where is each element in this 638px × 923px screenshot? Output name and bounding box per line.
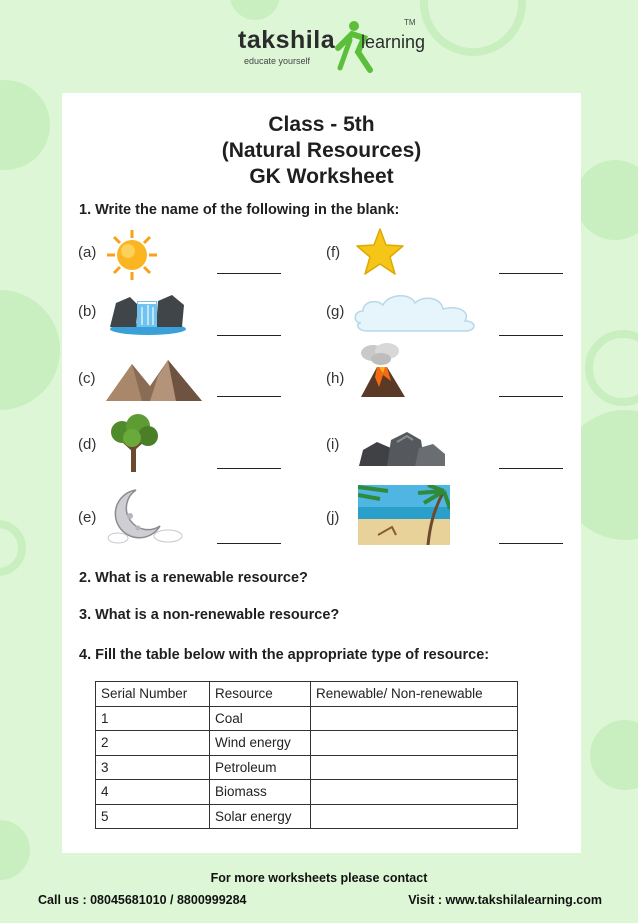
table-row xyxy=(96,804,518,829)
table-cell-serial: 1 xyxy=(96,706,210,731)
answer-blank-c[interactable] xyxy=(217,396,281,397)
table-cell-answer[interactable] xyxy=(311,731,518,756)
footer-call: Call us : 08045681010 / 8800999284 xyxy=(38,893,247,907)
takshila-logo xyxy=(238,18,428,78)
table-cell-resource: Biomass xyxy=(210,780,311,805)
bg-bubble xyxy=(590,720,638,790)
question-2: 2. What is a renewable resource? xyxy=(79,570,308,586)
item-label-j: (j) xyxy=(326,509,340,526)
answer-blank-e[interactable] xyxy=(217,543,281,544)
bg-ring xyxy=(420,0,526,56)
table-header-cell: Serial Number xyxy=(96,682,210,707)
table-row xyxy=(96,755,518,780)
waterfall-icon xyxy=(108,291,186,335)
table-cell-serial: 2 xyxy=(96,731,210,756)
item-label-b: (b) xyxy=(78,303,97,320)
star-icon xyxy=(355,227,405,277)
moon-icon xyxy=(106,486,184,546)
table-cell-serial: 5 xyxy=(96,804,210,829)
rocks-icon xyxy=(357,428,447,468)
table-cell-resource: Solar energy xyxy=(210,804,311,829)
table-cell-answer[interactable] xyxy=(311,706,518,731)
item-label-e: (e) xyxy=(78,509,97,526)
answer-blank-h[interactable] xyxy=(499,396,563,397)
bg-bubble xyxy=(0,290,60,410)
item-label-g: (g) xyxy=(326,303,345,320)
table-header-cell: Resource xyxy=(210,682,311,707)
footer-contact-line: For more worksheets please contact xyxy=(210,871,428,885)
answer-blank-g[interactable] xyxy=(499,335,563,336)
logo-brand-light: learning xyxy=(361,32,426,52)
tree-icon xyxy=(108,414,160,472)
bg-bubble xyxy=(0,80,50,170)
table-cell-answer[interactable] xyxy=(311,780,518,805)
resource-table xyxy=(95,681,518,829)
answer-blank-i[interactable] xyxy=(499,468,563,469)
beach-icon xyxy=(358,485,450,545)
table-row xyxy=(96,706,518,731)
table-cell-resource: Coal xyxy=(210,706,311,731)
answer-blank-b[interactable] xyxy=(217,335,281,336)
logo-trademark: TM xyxy=(404,18,416,27)
cloud-icon xyxy=(353,289,479,333)
table-cell-answer[interactable] xyxy=(311,804,518,829)
worksheet-title-type: GK Worksheet xyxy=(249,165,394,188)
item-label-h: (h) xyxy=(326,370,345,387)
table-header-row xyxy=(96,682,518,707)
item-label-a: (a) xyxy=(78,244,97,261)
question-4: 4. Fill the table below with the appropriate type of resource: xyxy=(79,647,490,663)
item-label-f: (f) xyxy=(326,244,341,261)
bg-bubble xyxy=(575,160,638,240)
footer-visit-link[interactable]: Visit : www.takshilalearning.com xyxy=(408,893,602,907)
table-header-cell: Renewable/ Non-renewable xyxy=(311,682,518,707)
item-label-c: (c) xyxy=(78,370,96,387)
worksheet-paper xyxy=(62,93,581,853)
table-cell-serial: 4 xyxy=(96,780,210,805)
answer-blank-f[interactable] xyxy=(499,273,563,274)
table-cell-serial: 3 xyxy=(96,755,210,780)
question-1: 1. Write the name of the following in the blank: xyxy=(79,202,400,218)
volcano-icon xyxy=(355,343,411,399)
sun-icon xyxy=(106,229,158,281)
table-cell-answer[interactable] xyxy=(311,755,518,780)
answer-blank-a[interactable] xyxy=(217,273,281,274)
table-cell-resource: Petroleum xyxy=(210,755,311,780)
table-cell-resource: Wind energy xyxy=(210,731,311,756)
logo-tagline: educate yourself xyxy=(244,56,311,66)
item-label-d: (d) xyxy=(78,436,97,453)
table-row xyxy=(96,780,518,805)
bg-bubble xyxy=(230,0,280,20)
question-3: 3. What is a non-renewable resource? xyxy=(79,607,340,623)
worksheet-title-subject: (Natural Resources) xyxy=(221,139,422,162)
item-label-i: (i) xyxy=(326,436,340,453)
worksheet-title-class: Class - 5th xyxy=(268,113,375,136)
logo-brand-bold: takshila xyxy=(238,26,336,54)
answer-blank-j[interactable] xyxy=(499,543,563,544)
mountain-icon xyxy=(106,356,202,401)
bg-ring xyxy=(585,330,638,406)
answer-blank-d[interactable] xyxy=(217,468,281,469)
table-row xyxy=(96,731,518,756)
bg-ring xyxy=(0,520,26,576)
